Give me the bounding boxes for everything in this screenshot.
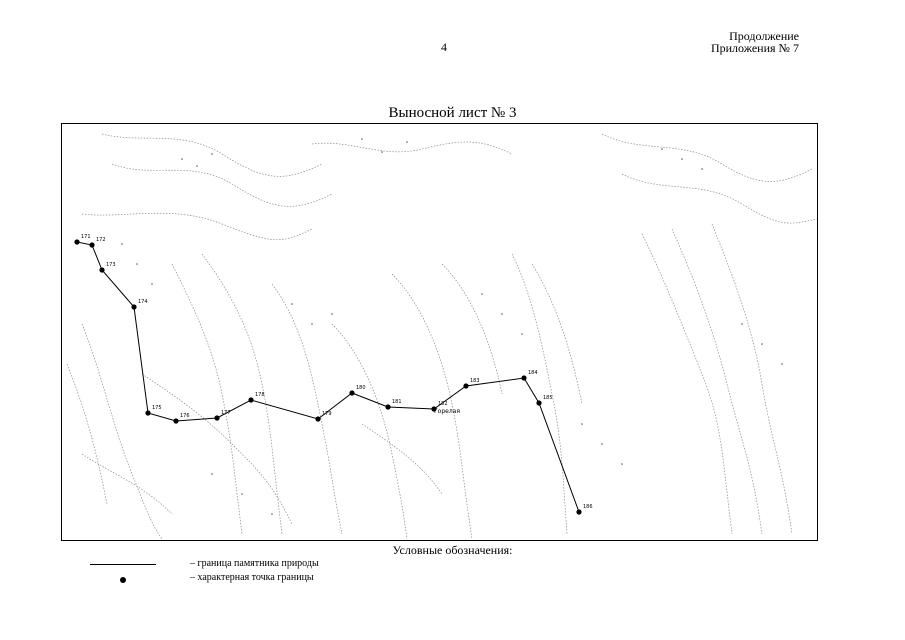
boundary-point-171: [74, 239, 79, 244]
boundary-point-label: 182: [438, 401, 448, 407]
boundary-point-label: 184: [528, 370, 538, 376]
boundary-point-175: [145, 410, 150, 415]
place-name-label: Горелая: [434, 408, 460, 415]
boundary-point-178: [248, 397, 253, 402]
boundary-line-symbol: [90, 564, 156, 565]
topographic-map: [62, 124, 818, 541]
boundary-point-174: [131, 304, 136, 309]
boundary-point-label: 176: [180, 413, 190, 419]
boundary-point-label: 172: [96, 237, 106, 243]
page-number: 4: [441, 40, 447, 54]
boundary-point-180: [349, 390, 354, 395]
boundary-point-label: 179: [322, 411, 332, 417]
boundary-points: [74, 234, 592, 515]
boundary-point-symbol: [90, 572, 156, 586]
map-frame: [61, 123, 818, 541]
boundary-point-181: [385, 404, 390, 409]
boundary-line: [77, 242, 579, 512]
place-names: [434, 408, 460, 415]
boundary-point-label: 177: [221, 410, 231, 416]
boundary-point-179: [315, 416, 320, 421]
legend-text-boundary: – граница памятника природы: [190, 558, 319, 569]
legend-text-point: – характерная точка границы: [190, 572, 314, 583]
boundary-point-172: [89, 242, 94, 247]
boundary-point-label: 173: [106, 262, 116, 268]
terrain-stipple: [121, 138, 783, 515]
boundary-point-label: 186: [583, 504, 593, 510]
boundary-point-173: [99, 267, 104, 272]
boundary-point-label: 183: [470, 378, 480, 384]
boundary-point-183: [463, 383, 468, 388]
boundary-point-176: [173, 418, 178, 423]
boundary-point-label: 181: [392, 399, 402, 405]
boundary-point-label: 171: [81, 234, 91, 240]
boundary-point-label: 178: [255, 392, 265, 398]
contour-lines: [67, 134, 817, 539]
appendix-note: [711, 30, 799, 54]
boundary-point-label: 174: [138, 299, 148, 305]
boundary-point-label: 180: [356, 385, 366, 391]
legend-title: Условные обозначения:: [392, 543, 513, 557]
boundary-point-177: [214, 415, 219, 420]
boundary-point-186: [576, 509, 581, 514]
appendix-line-2: Приложения № 7: [710, 41, 799, 55]
map-title: Выносной лист № 3: [388, 105, 517, 121]
boundary-point-184: [521, 375, 526, 380]
boundary-point-label: 185: [543, 395, 553, 401]
boundary-point-label: 175: [152, 405, 162, 411]
boundary-point-185: [536, 400, 541, 405]
appendix-line-1: Продолжение: [729, 29, 799, 43]
